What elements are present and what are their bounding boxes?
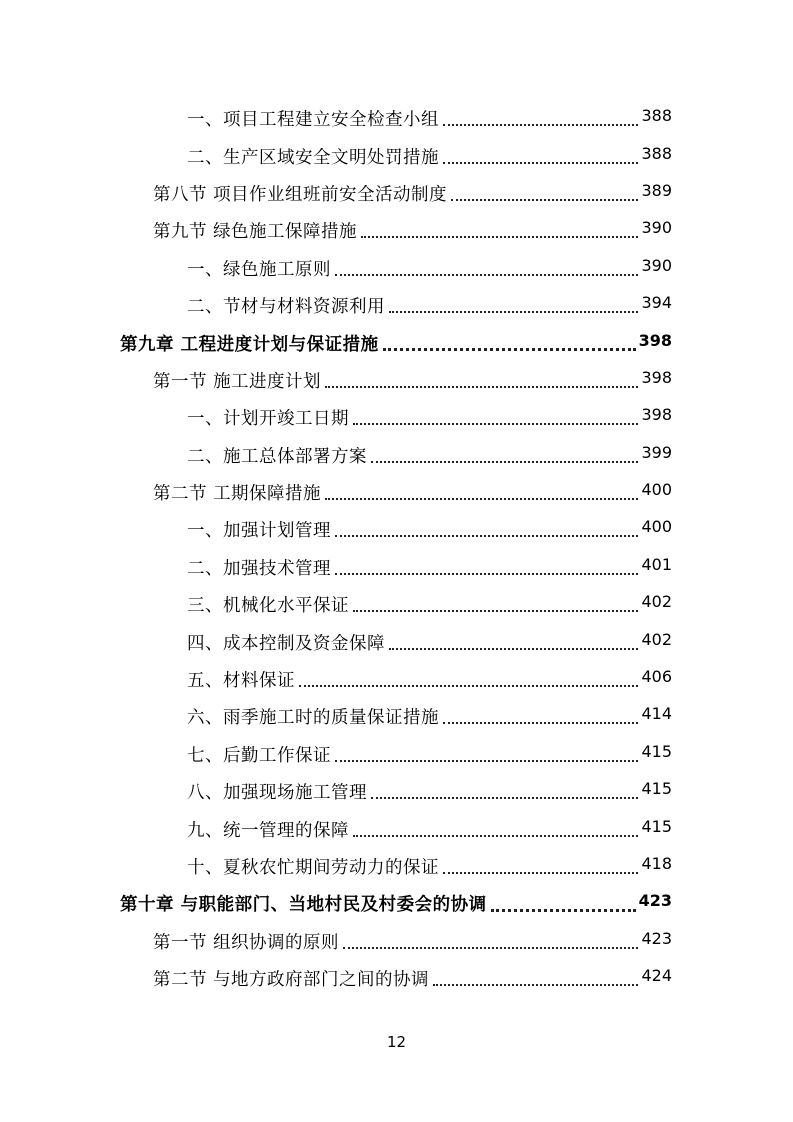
toc-entry-label: 五、材料保证 <box>187 671 295 692</box>
toc-entry-line <box>187 592 672 617</box>
toc-dot-leader <box>335 534 638 537</box>
toc-entry-label: 第二节 工期保障措施 <box>153 484 322 505</box>
toc-entry-line <box>187 106 672 131</box>
toc-entry-label: 一、计划开竣工日期 <box>187 409 349 430</box>
toc-dot-leader <box>371 796 638 799</box>
toc-entry-label: 第一节 组织协调的原则 <box>153 932 340 953</box>
toc-entry-line <box>187 517 672 542</box>
toc-entry-page: 423 <box>638 891 672 911</box>
toc-entry[interactable] <box>0 623 793 660</box>
toc-entry-page: 399 <box>641 442 672 462</box>
toc-entry-line <box>187 854 672 879</box>
toc-entry-page: 390 <box>641 255 672 275</box>
toc-entry-label: 第九节 绿色施工保障措施 <box>153 222 358 243</box>
toc-entry-page: 394 <box>641 293 672 313</box>
toc-entry-line <box>120 331 672 356</box>
toc-entry-label: 一、加强计划管理 <box>187 521 331 542</box>
toc-entry[interactable] <box>0 923 793 960</box>
toc-entry-line <box>153 480 672 505</box>
toc-dot-leader <box>371 460 638 463</box>
page-number: 12 <box>386 1033 407 1051</box>
toc-entry-line <box>187 704 672 729</box>
toc-entry-page: 424 <box>641 966 672 986</box>
toc-entry-line <box>153 966 672 991</box>
toc-entry[interactable] <box>0 250 793 287</box>
toc-dot-leader <box>353 609 638 612</box>
toc-entry-line <box>187 630 672 655</box>
toc-dot-leader <box>389 647 638 650</box>
toc-dot-leader <box>491 908 636 912</box>
toc-entry-line <box>187 779 672 804</box>
toc-dot-leader <box>335 572 638 575</box>
toc-entry-page: 402 <box>641 629 672 649</box>
toc-entry-page: 400 <box>641 480 672 500</box>
toc-entry[interactable] <box>0 511 793 548</box>
toc-entry-label: 第二节 与地方政府部门之间的协调 <box>153 970 430 991</box>
toc-dot-leader <box>383 347 636 351</box>
toc-entry-label: 一、绿色施工原则 <box>187 259 331 280</box>
toc-entry-page: 423 <box>641 928 672 948</box>
toc-entry-label: 第九章 工程进度计划与保证措施 <box>120 334 379 355</box>
toc-entry-label: 七、后勤工作保证 <box>187 745 331 766</box>
toc-dot-leader <box>443 871 638 874</box>
toc-entry-label: 六、雨季施工时的质量保证措施 <box>187 708 439 729</box>
toc-entry[interactable] <box>0 661 793 698</box>
toc-entry[interactable] <box>0 362 793 399</box>
toc-entry-line <box>187 555 672 580</box>
toc-dot-leader <box>451 198 638 201</box>
toc-dot-leader <box>443 123 638 126</box>
toc-entry-label: 九、统一管理的保障 <box>187 820 349 841</box>
toc-entry-label: 第一节 施工进度计划 <box>153 371 322 392</box>
toc-entry-page: 402 <box>641 592 672 612</box>
toc-dot-leader <box>325 497 638 500</box>
toc-entry-line <box>187 293 672 318</box>
toc-entry[interactable] <box>0 885 793 922</box>
toc-entry-label: 第八节 项目作业组班前安全活动制度 <box>153 184 448 205</box>
toc-entry-line <box>153 368 672 393</box>
toc-entry[interactable] <box>0 399 793 436</box>
toc-entry[interactable] <box>0 175 793 212</box>
toc-entry[interactable] <box>0 212 793 249</box>
toc-entry-label: 四、成本控制及资金保障 <box>187 633 385 654</box>
toc-entry[interactable] <box>0 549 793 586</box>
toc-entry-line <box>120 891 672 916</box>
toc-entry-line <box>187 742 672 767</box>
toc-dot-leader <box>299 684 638 687</box>
toc-dot-leader <box>361 235 638 238</box>
toc-dot-leader <box>325 385 638 388</box>
toc-entry-page: 388 <box>641 143 672 163</box>
toc-dot-leader <box>335 273 638 276</box>
toc-entry[interactable] <box>0 287 793 324</box>
toc-entry-line <box>187 144 672 169</box>
toc-entry-line <box>153 181 672 206</box>
toc-dot-leader <box>353 834 638 837</box>
toc-dot-leader <box>353 422 638 425</box>
toc-entry-page: 418 <box>641 854 672 873</box>
toc-entry-line <box>187 443 672 468</box>
toc-dot-leader <box>389 310 638 313</box>
toc-dot-leader <box>433 983 638 986</box>
toc-entry[interactable] <box>0 437 793 474</box>
toc-entry[interactable] <box>0 773 793 810</box>
toc-entry-line <box>187 817 672 842</box>
toc-entry-page: 398 <box>638 330 672 350</box>
toc-dot-leader <box>335 759 638 762</box>
toc-entry-label: 二、施工总体部署方案 <box>187 446 367 467</box>
toc-entry-label: 十、夏秋农忙期间劳动力的保证 <box>187 858 439 878</box>
toc-entry[interactable] <box>0 100 793 137</box>
toc-entry[interactable] <box>0 137 793 174</box>
toc-entry-label: 第十章 与职能部门、当地村民及村委会的协调 <box>120 895 487 916</box>
toc-entry-label: 三、机械化水平保证 <box>187 596 349 617</box>
toc-entry[interactable] <box>0 698 793 735</box>
toc-entry-page: 388 <box>641 106 672 126</box>
toc-entry-page: 389 <box>641 180 672 200</box>
toc-entry-page: 398 <box>641 367 672 387</box>
toc-entry[interactable] <box>0 810 793 847</box>
toc-dot-leader <box>443 161 638 164</box>
toc-entry-page: 415 <box>641 816 672 836</box>
toc-entry-label: 一、项目工程建立安全检查小组 <box>187 110 439 131</box>
toc-entry-line <box>187 667 672 692</box>
toc-entry[interactable] <box>0 960 793 997</box>
table-of-contents <box>0 100 793 997</box>
toc-entry-page: 414 <box>641 704 672 724</box>
toc-entry-page: 400 <box>641 517 672 537</box>
toc-entry[interactable] <box>0 586 793 623</box>
toc-entry-page: 415 <box>641 741 672 761</box>
toc-entry-line <box>187 405 672 430</box>
toc-entry-label: 二、生产区域安全文明处罚措施 <box>187 147 439 168</box>
toc-dot-leader <box>443 721 638 724</box>
toc-entry[interactable] <box>0 736 793 773</box>
toc-entry-page: 415 <box>641 779 672 799</box>
toc-entry[interactable] <box>0 324 793 361</box>
toc-entry[interactable] <box>0 474 793 511</box>
toc-entry-page: 401 <box>641 554 672 574</box>
toc-entry-label: 八、加强现场施工管理 <box>187 783 367 804</box>
toc-entry-page: 398 <box>641 405 672 425</box>
toc-entry-page: 406 <box>641 667 672 687</box>
toc-entry-line <box>153 218 672 243</box>
toc-dot-leader <box>343 946 638 949</box>
toc-entry-label: 二、节材与材料资源利用 <box>187 297 385 318</box>
toc-entry-page: 390 <box>641 218 672 238</box>
toc-entry[interactable] <box>0 848 793 885</box>
toc-entry-line <box>153 929 672 954</box>
toc-entry-label: 二、加强技术管理 <box>187 558 331 579</box>
toc-entry-line <box>187 256 672 281</box>
